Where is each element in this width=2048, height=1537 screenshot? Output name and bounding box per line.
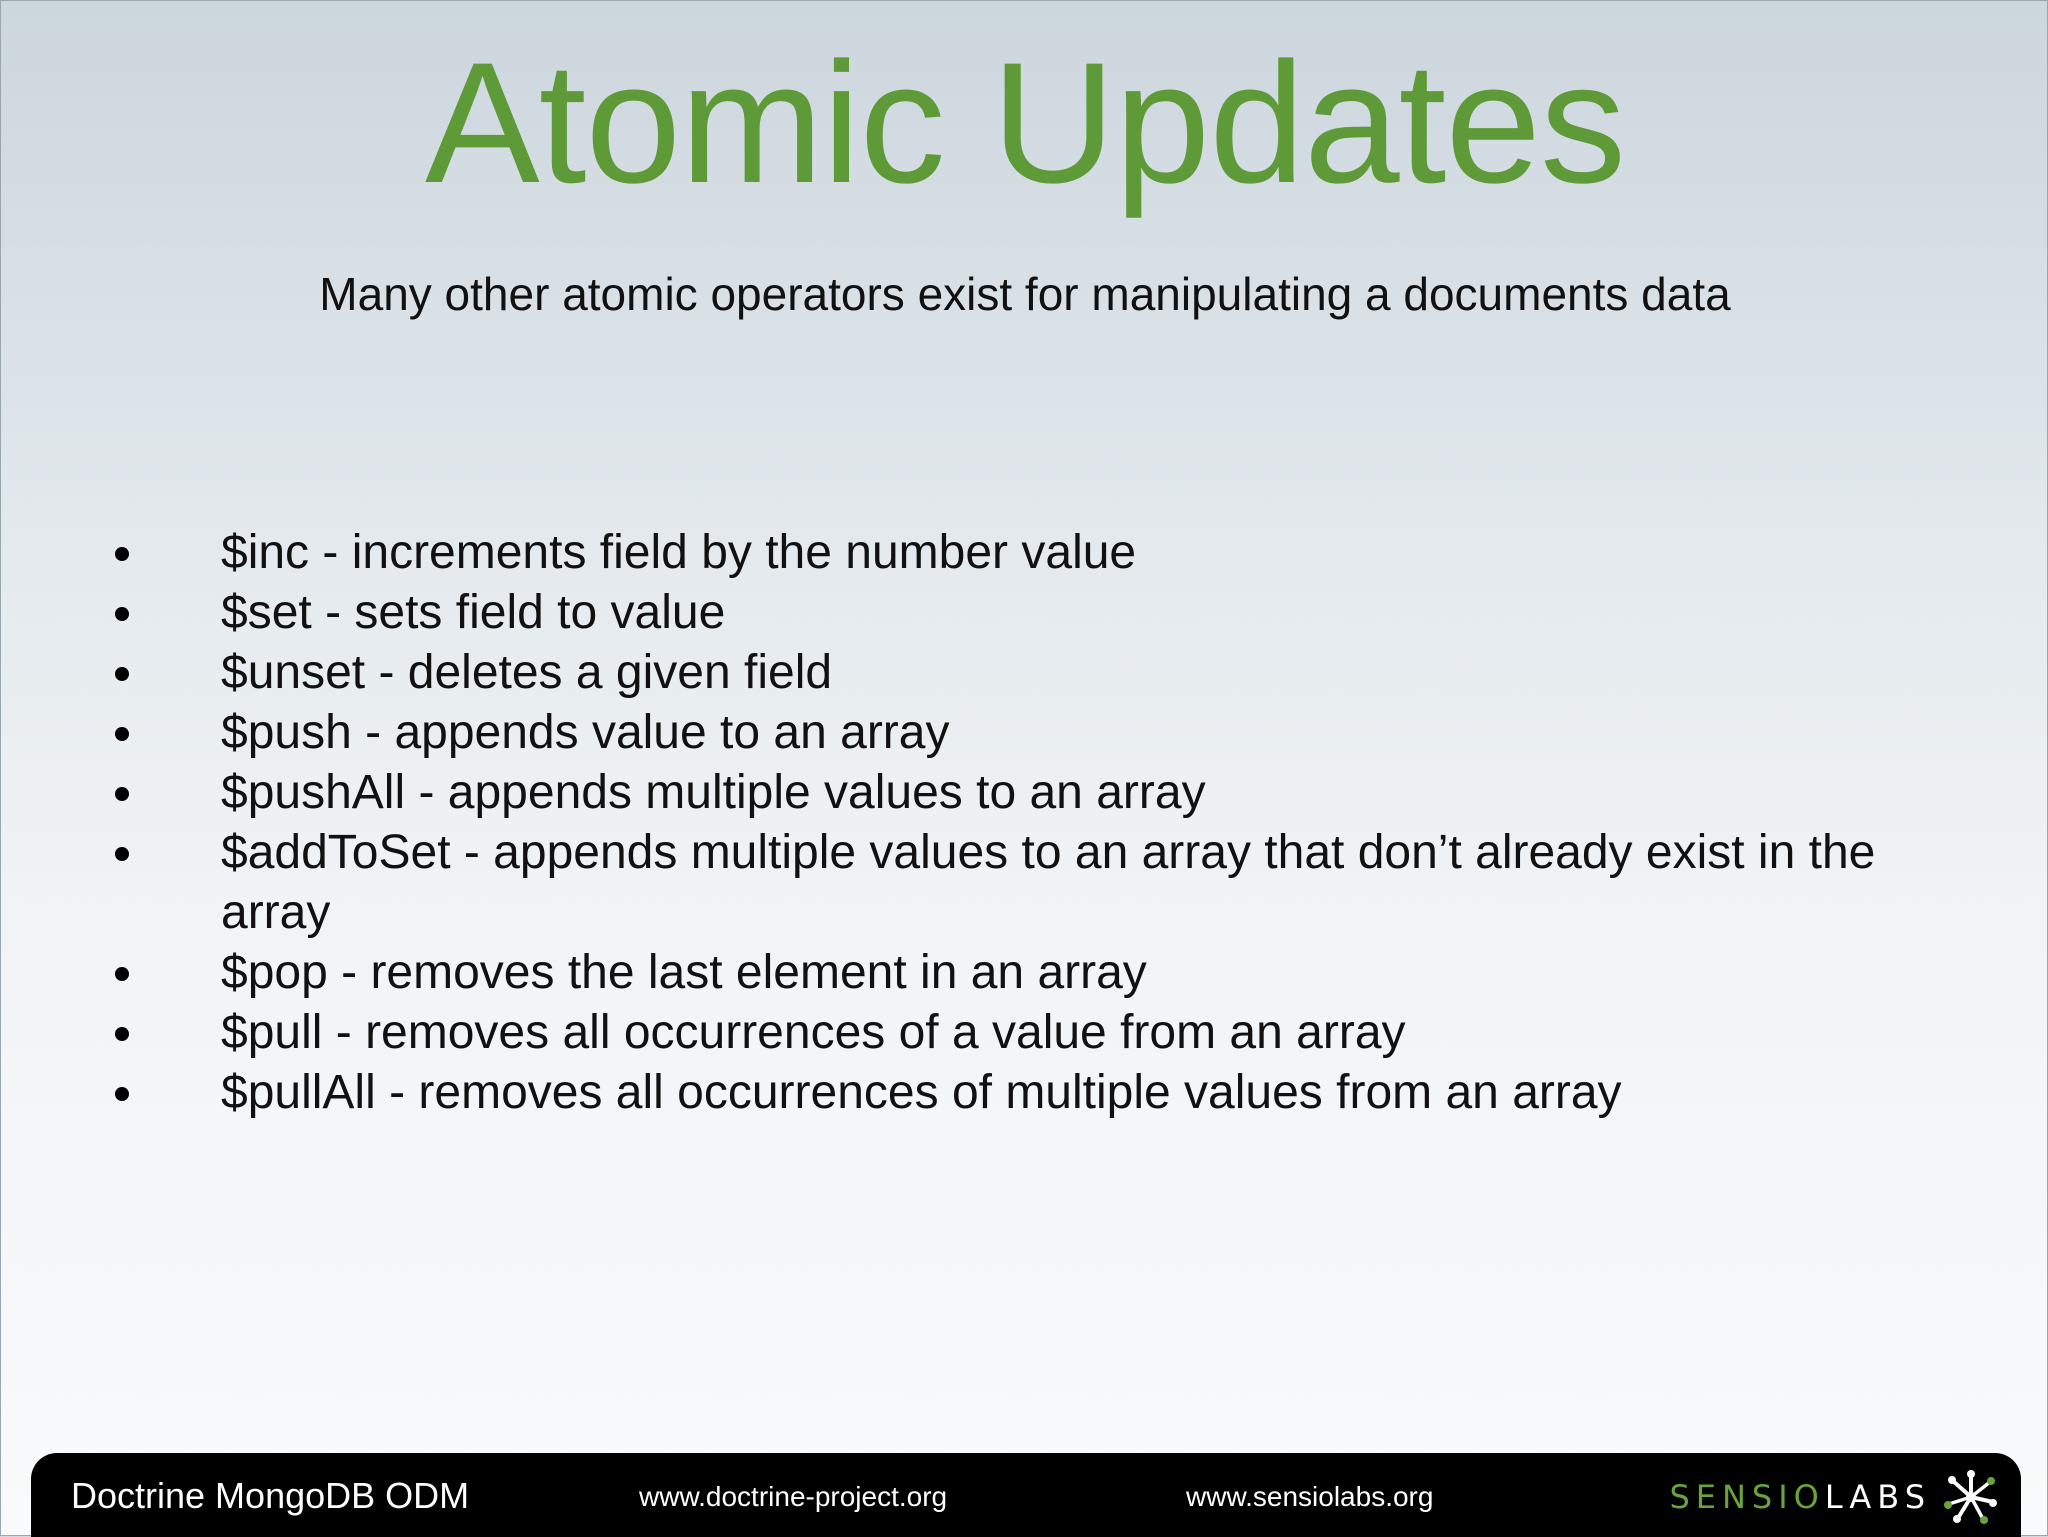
bullet-item [111, 703, 1911, 763]
footer-product-name: Doctrine MongoDB ODM [71, 1475, 470, 1516]
bullet-dot-icon [115, 607, 129, 621]
bullet-dot-icon [115, 547, 129, 561]
bullet-item [111, 943, 1911, 1003]
bullet-text: $unset - deletes a given field [221, 646, 833, 699]
slide-title: Atomic Updates [424, 27, 1626, 219]
bullet-text: $push - appends value to an array [221, 706, 950, 759]
brand-part-labs: LABS [1824, 1478, 1931, 1516]
bullet-text: $pullAll - removes all occurrences of multiple values from an array [221, 1066, 1622, 1119]
bullet-dot-icon [115, 847, 129, 861]
bullet-dot-icon [115, 667, 129, 681]
brand-part-sensio: SENSIO [1669, 1478, 1825, 1516]
bullet-text: $pull - removes all occurrences of a value from an array [221, 1006, 1406, 1059]
bullet-item [111, 643, 1911, 703]
sensiolabs-logo [1669, 1469, 1999, 1525]
bullet-text: $pushAll - appends multiple values to an array [221, 766, 1206, 819]
bullet-text: $pop - removes the last element in an array [221, 946, 1147, 999]
footer-sensiolabs-url: www.sensiolabs.org [1186, 1481, 1434, 1512]
bullet-dot-icon [115, 727, 129, 741]
bullet-dot-icon [115, 787, 129, 801]
footer-bar [31, 1453, 2021, 1537]
bullet-dot-icon [115, 1027, 129, 1041]
bullet-text: $addToSet - appends multiple values to an array that don’t already exist in the array [221, 826, 1876, 939]
slide-subtitle: Many other atomic operators exist for manipulating a documents data [319, 268, 1731, 320]
bullet-dot-icon [115, 967, 129, 981]
bullet-list [111, 523, 1911, 1123]
bullet-item [111, 763, 1911, 823]
bullet-text: $set - sets field to value [221, 586, 726, 639]
bullet-item [111, 1003, 1911, 1063]
bullet-item [111, 523, 1911, 583]
bullet-item [111, 583, 1911, 643]
bullet-item [111, 1063, 1911, 1123]
bullet-dot-icon [115, 1087, 129, 1101]
sensiolabs-wordmark [1669, 1478, 1931, 1516]
bullet-item [111, 823, 1911, 943]
bullet-text: $inc - increments field by the number value [221, 526, 1137, 579]
footer-doctrine-url: www.doctrine-project.org [639, 1481, 948, 1512]
sensiolabs-burst-icon [1943, 1469, 1999, 1525]
